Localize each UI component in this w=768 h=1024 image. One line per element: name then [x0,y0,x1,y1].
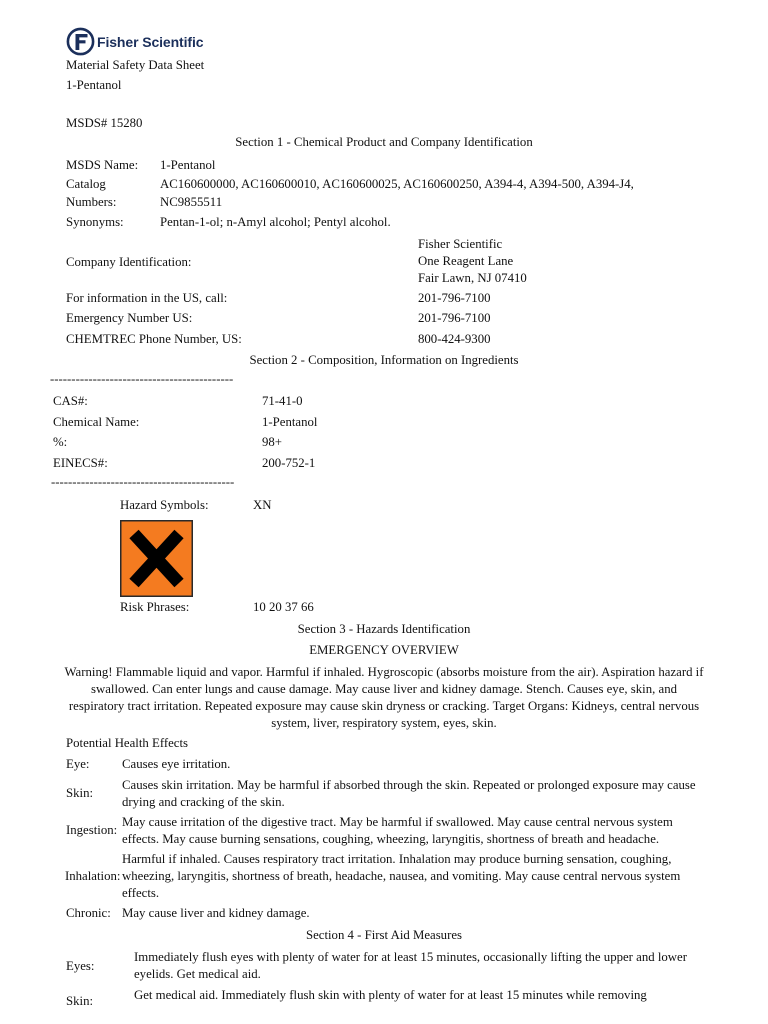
risk-phrases-value: 10 20 37 66 [253,600,314,614]
eye-value-line: Causes eye irritation. [122,757,231,771]
product-name: 1-Pentanol [66,78,122,92]
chronic-value-line: May cause liver and kidney damage. [122,906,310,920]
inhalation-value-line: wheezing, laryngitis, shortness of breath, headache, nausea, and vomiting. May cause central nervous system [122,869,681,883]
fisher-f-logo-icon [66,27,95,56]
overview-line: swallowed. Can enter lungs and cause damage. May cause liver and kidney damage. Stench. Causes eye, skin, and [91,682,677,696]
eyes-value-line: Immediately flush eyes with plenty of water for at least 15 minutes, occasionally lifting the upper and lower [134,950,687,964]
catalog-numbers-value-line: AC160600000, AC160600010, AC160600025, AC160600250, A394-4, A394-500, A394-J4, [160,177,634,191]
chemtrec-phone-value: 800-424-9300 [418,332,491,346]
inhalation-label: Inhalation: [65,869,121,883]
cas-value: 71-41-0 [262,394,303,408]
hazard-symbols-label: Hazard Symbols: [120,498,209,512]
skin-value-line: drying and cracking of the skin. [122,795,285,809]
dashed-separator: ------------------------------------------- [50,372,234,386]
emergency-phone-value: 201-796-7100 [418,311,491,325]
inhalation-value-line: effects. [122,886,160,900]
emergency-overview-title: EMERGENCY OVERVIEW [309,643,459,657]
emergency-phone-label: Emergency Number US: [66,311,193,325]
risk-phrases-label: Risk Phrases: [120,600,190,614]
chronic-label: Chronic: [66,906,111,920]
msds-name-label: MSDS Name: [66,158,139,172]
einecs-value: 200-752-1 [262,456,316,470]
percent-value: 98+ [262,435,283,449]
ingestion-value-line: effects. May cause burning sensations, coughing, wheezing, laryngitis, shortness of breath and headache. [122,832,660,846]
einecs-label: EINECS#: [53,456,108,470]
section-1-heading: Section 1 - Chemical Product and Company Identification [235,135,533,149]
document-type: Material Safety Data Sheet [66,58,205,72]
dashed-separator: ------------------------------------------- [51,475,235,489]
first-aid-skin-label: Skin: [66,994,94,1008]
first-aid-skin-value-line: Get medical aid. Immediately flush skin with plenty of water for at least 15 minutes while removing [134,988,647,1002]
ingestion-value-line: May cause irritation of the digestive tract. May be harmful if swallowed. May cause central nervous system [122,815,673,829]
overview-line: system, liver, respiratory system, eyes, skin. [271,716,497,730]
company-identification-label: Company Identification: [66,255,192,269]
msds-name-value: 1-Pentanol [160,158,216,172]
eye-label: Eye: [66,757,90,771]
chemical-name-value: 1-Pentanol [262,415,318,429]
percent-label: %: [53,435,68,449]
overview-line: Warning! Flammable liquid and vapor. Harmful if inhaled. Hygroscopic (absorbs moisture from the air). Aspiration hazard if [64,665,704,679]
overview-line: respiratory tract irritation. Repeated exposure may cause skin dryness or cracking. Target Organs: Kidneys, central nervous [68,699,700,713]
potential-health-effects-title: Potential Health Effects [66,736,189,750]
synonyms-value: Pentan-1-ol; n-Amyl alcohol; Pentyl alcohol. [160,215,391,229]
eyes-label: Eyes: [66,959,95,973]
logo-wordmark: Fisher Scientific [97,34,204,50]
skin-value-line: Causes skin irritation. May be harmful if absorbed through the skin. Repeated or prolonged exposure may cause [122,778,696,792]
section-4-heading: Section 4 - First Aid Measures [305,928,463,942]
msds-number: MSDS# 15280 [66,116,143,130]
ingestion-label: Ingestion: [66,823,118,837]
catalog-numbers-value-line: NC9855511 [160,195,223,209]
section-2-heading: Section 2 - Composition, Information on Ingredients [249,353,519,367]
info-phone-label: For information in the US, call: [66,291,228,305]
company-address-line: Fisher Scientific [418,237,503,251]
company-address-line: Fair Lawn, NJ 07410 [418,271,527,285]
skin-label: Skin: [66,786,94,800]
catalog-numbers-label-line: Numbers: [66,195,117,209]
info-phone-value: 201-796-7100 [418,291,491,305]
cas-label: CAS#: [53,394,88,408]
synonyms-label: Synonyms: [66,215,124,229]
section-3-heading: Section 3 - Hazards Identification [297,622,471,636]
chemical-name-label: Chemical Name: [53,415,140,429]
company-address-line: One Reagent Lane [418,254,514,268]
inhalation-value-line: Harmful if inhaled. Causes respiratory tract irritation. Inhalation may produce burning sensation, coughing, [122,852,672,866]
eyes-value-line: eyelids. Get medical aid. [134,967,261,981]
hazard-symbols-value: XN [253,498,272,512]
chemtrec-phone-label: CHEMTREC Phone Number, US: [66,332,242,346]
harmful-hazard-symbol-icon [120,520,193,597]
catalog-numbers-label-line: Catalog [66,177,106,191]
